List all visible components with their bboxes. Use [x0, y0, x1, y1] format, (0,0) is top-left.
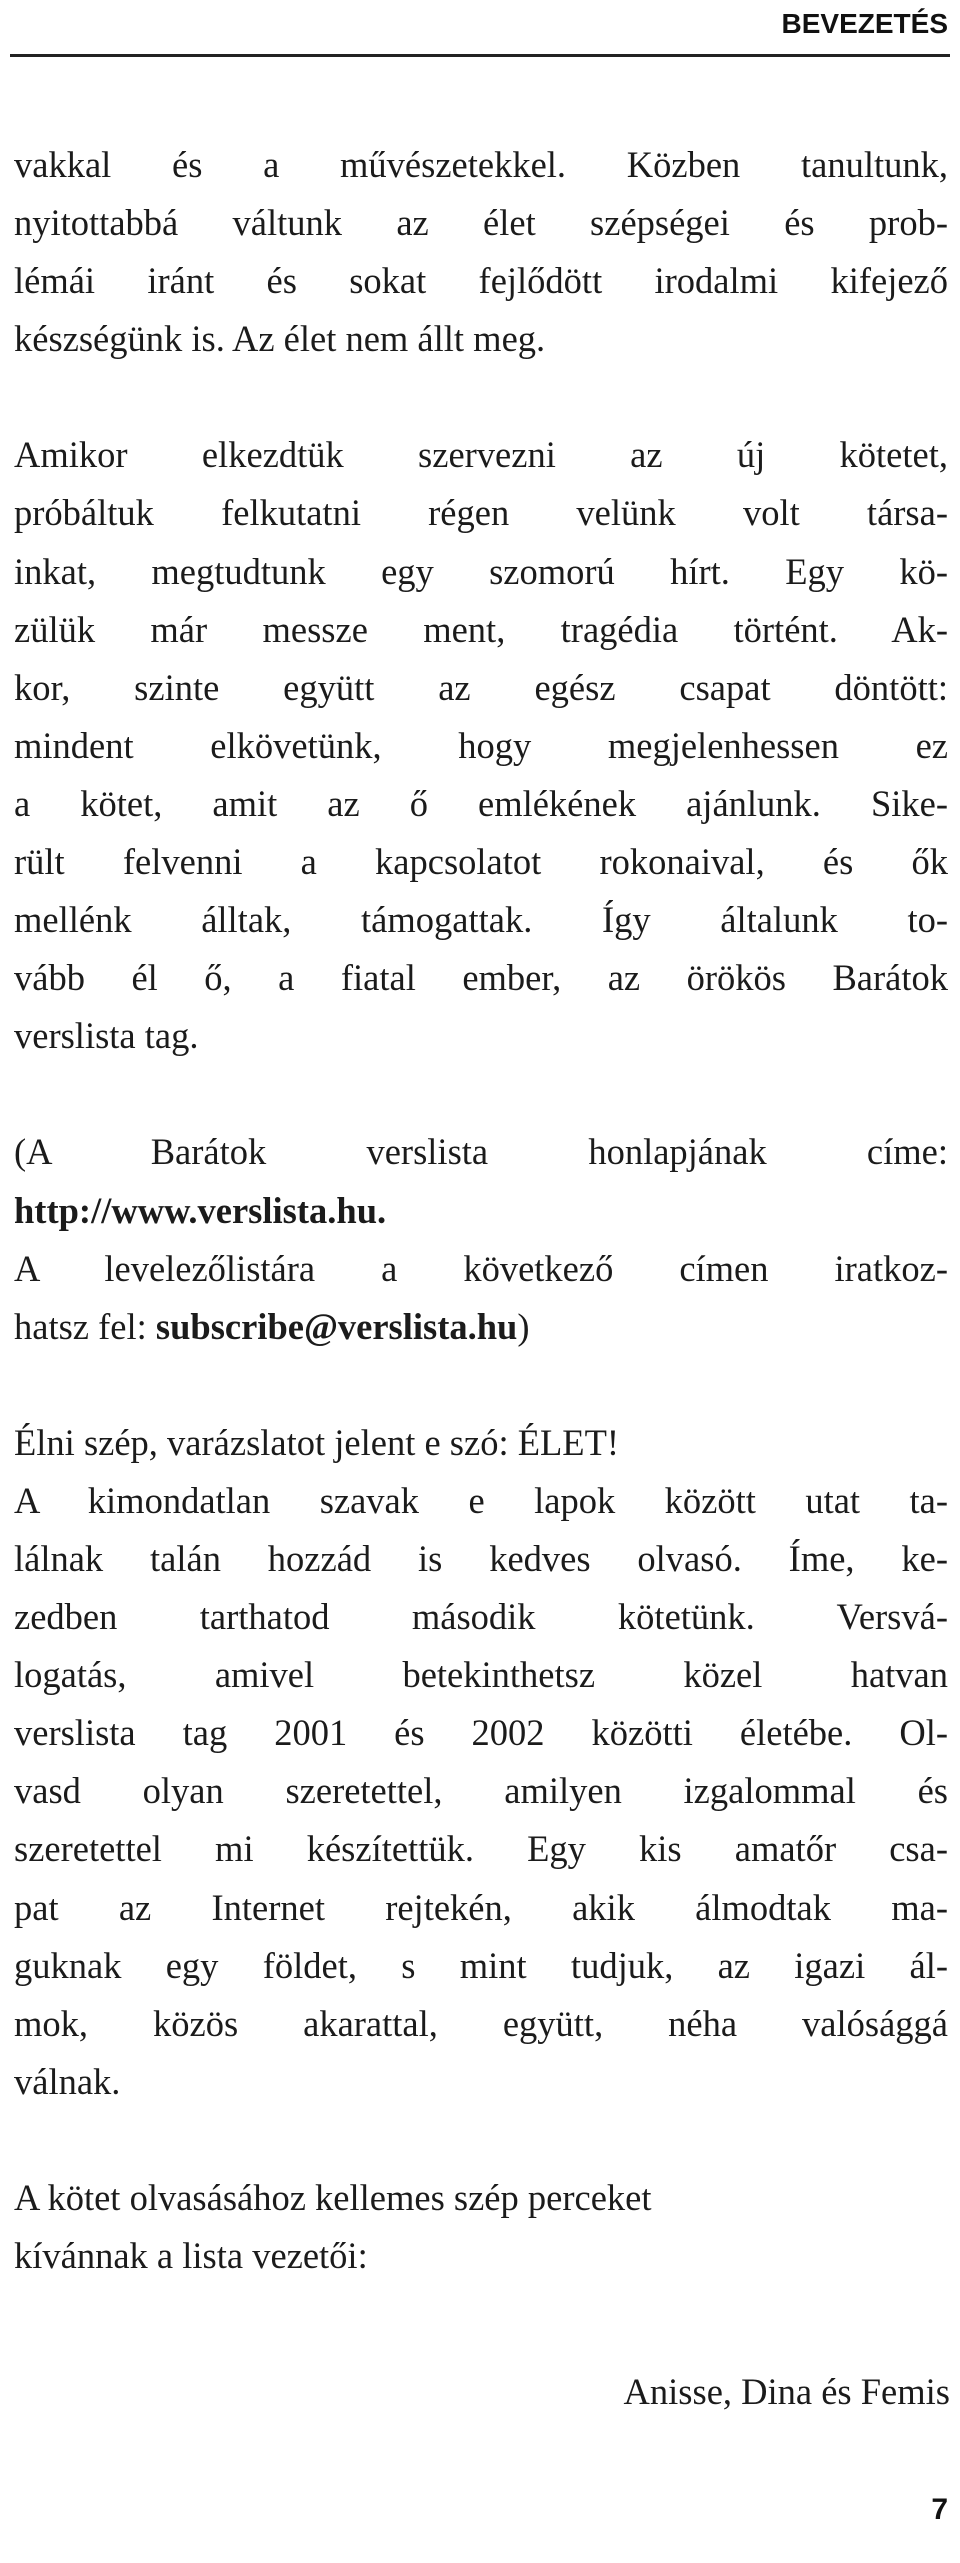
- text-line: zedben tarthatod második kötetünk. Versvá-: [14, 1596, 948, 1638]
- text-line: lémái iránt és sokat fejlődött irodalmi kifejező: [14, 260, 948, 302]
- paragraph-4: [14, 1414, 948, 2111]
- text-line: [14, 1298, 948, 1356]
- text-line: mok, közös akarattal, együtt, néha valósággá: [14, 2002, 948, 2044]
- text-line: próbáltuk felkutatni régen velünk volt társa-: [14, 492, 948, 534]
- text-line: vakkal és a művészetekkel. Közben tanultunk,: [14, 144, 948, 185]
- running-header: BEVEZETÉS: [781, 8, 948, 39]
- text-line: kívánnak a lista vezetői:: [14, 2235, 368, 2276]
- text-line: verslista tag.: [14, 1015, 199, 1057]
- text-line: mellénk álltak, támogattak. Így általunk to-: [14, 899, 948, 941]
- text-line: nyitottabbá váltunk az élet szépségei és prob-: [14, 202, 948, 244]
- text-line: a kötet, amit az ő emlékének ajánlunk. Sike-: [14, 782, 948, 824]
- paragraph-2: [14, 426, 948, 1065]
- body-text: [14, 136, 948, 2285]
- paragraph-3-contact: [14, 1123, 948, 1355]
- text-line: rült felvenni a kapcsolatot rokonaival, és ők: [14, 841, 948, 883]
- text-line: inkat, megtudtunk egy szomorú hírt. Egy kö-: [14, 550, 948, 592]
- text-line: logatás, amivel betekinthetsz közel hatvan: [14, 1654, 948, 1696]
- signature: Anisse, Dina és Femis: [623, 2371, 950, 2412]
- page-number: 7: [931, 2493, 948, 2526]
- text-line: Amikor elkezdtük szervezni az új kötetet,: [14, 434, 948, 476]
- text-line: lálnak talán hozzád is kedves olvasó. Íme, ke-: [14, 1537, 948, 1579]
- text-line: Élni szép, varázslatot jelent e szó: ÉLET!: [14, 1421, 620, 1463]
- text-line: A kötet olvasásához kellemes szép perceket: [14, 2176, 652, 2218]
- text-line: guknak egy földet, s mint tudjuk, az igazi ál-: [14, 1944, 948, 1986]
- text-line: pat az Internet rejtekén, akik álmodtak ma-: [14, 1886, 948, 1928]
- text-fragment: hatsz fel:: [14, 1305, 156, 1347]
- text-line: válnak.: [14, 2060, 121, 2102]
- paragraph-1: [14, 136, 948, 368]
- subscribe-email: subscribe@verslista.hu: [155, 1305, 518, 1347]
- text-line: zülük már messze ment, tragédia történt. Ak-: [14, 608, 948, 650]
- text-line: vasd olyan szeretettel, amilyen izgalommal és: [14, 1770, 948, 1812]
- text-line: A levelezőlistára a következő címen iratkoz-: [14, 1247, 948, 1289]
- text-fragment: ): [517, 1305, 530, 1347]
- header-rule: [10, 54, 950, 57]
- paragraph-5: [14, 2169, 948, 2285]
- text-line: (A Barátok verslista honlapjának címe:: [14, 1131, 948, 1173]
- text-line: kor, szinte együtt az egész csapat döntött:: [14, 666, 948, 708]
- text-line: verslista tag 2001 és 2002 közötti életébe. Ol-: [14, 1712, 948, 1754]
- website-url: http://www.verslista.hu.: [14, 1189, 387, 1231]
- text-line: A kimondatlan szavak e lapok között utat ta-: [14, 1479, 948, 1521]
- text-line: vább él ő, a fiatal ember, az örökös Barátok: [14, 957, 948, 999]
- text-line: szeretettel mi készítettük. Egy kis amatőr csa-: [14, 1828, 948, 1870]
- text-line: mindent elkövetünk, hogy megjelenhessen ez: [14, 724, 948, 766]
- text-line: készségünk is. Az élet nem állt meg.: [14, 318, 546, 360]
